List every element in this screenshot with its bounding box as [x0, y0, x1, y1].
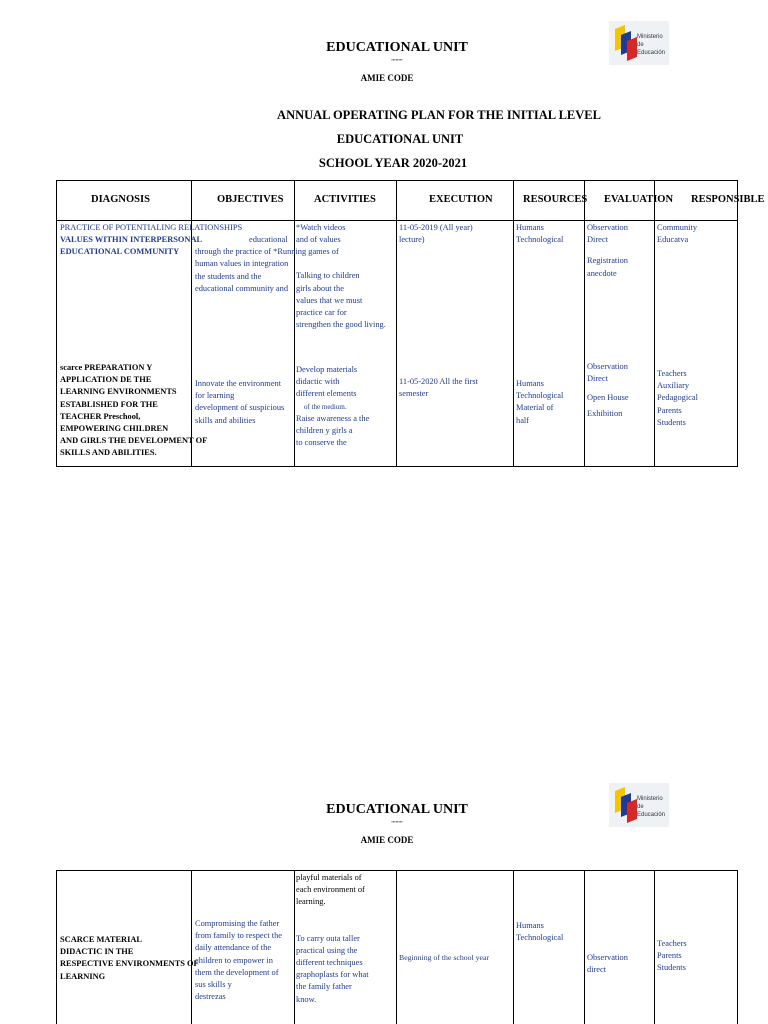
header-evaluation: EVALUATION	[604, 194, 674, 205]
page2-row-diagnosis: SCARCE MATERIAL DIDACTIC IN THE RESPECTIVE ENVIRONMENTS OF LEARNING	[60, 935, 199, 981]
page2-ministry-logo	[609, 783, 669, 827]
row1-diagnosis: PRACTICE OF POTENTIALING RELATIONSHIPS VALUES WITHIN INTERPERSONAL EDUCATIONAL COMMUNITY	[60, 223, 243, 257]
school-year: SCHOOL YEAR 2020-2021	[318, 156, 468, 170]
row1-responsible: Community Educatva	[657, 223, 698, 245]
page2-row-activities: playful materials of each environment of learning. To carry outa taller practical using the different techniques graphoplasts for what the family father know.	[296, 873, 369, 1004]
page2-title-dots: """"	[391, 820, 403, 828]
row1-resources: Humans Technological	[516, 223, 564, 245]
row2-objectives: Innovate the environment for learning development of suspicious skills and abilities	[195, 379, 285, 425]
title-dots: """"	[391, 58, 403, 66]
page2-logo-line-2: de Educación	[637, 804, 666, 818]
page-title: EDUCATIONAL UNIT	[326, 40, 468, 55]
row1-objectives: educational through the practice of *Running games of human values in integration the students and the educational community and	[195, 235, 339, 293]
page2-ministry-logo-icon	[613, 787, 639, 823]
page2-title: EDUCATIONAL UNIT	[326, 802, 468, 817]
row2-activities: Develop materials didactic with different elements of the medium. Raise awareness a the children y girls a to conserve the	[296, 365, 370, 448]
ministry-logo	[609, 21, 669, 65]
header-objectives: OBJECTIVES	[217, 194, 284, 205]
header-execution: EXECUTION	[429, 194, 493, 205]
header-activities: ACTIVITIES	[314, 194, 376, 205]
page2-row-evaluation: Observation direct	[587, 953, 628, 975]
amie-code-label: AMIE CODE	[360, 73, 414, 83]
header-responsible: RESPONSIBLE	[691, 194, 765, 205]
plan-unit: EDUCATIONAL UNIT	[336, 132, 464, 146]
row2-responsible: Teachers Auxiliary Pedagogical Parents Students	[657, 369, 698, 427]
header-diagnosis: DIAGNOSIS	[91, 194, 150, 205]
page2-row-objectives: Compromising the father from family to respect the daily attendance of the children to empower in them the development of sus skills y destrezas	[195, 919, 282, 1002]
row2-diagnosis: scarce PREPARATION Y APPLICATION DE THE LEARNING ENVIRONMENTS ESTABLISHED FOR THE TEACHER Preschool, EMPOWERING CHILDREN AND GIRLS THE DEVELOPMENT OF SKILLS AND ABILITIES.	[60, 363, 208, 458]
row2-resources: Humans Technological Material of half	[516, 379, 564, 425]
page2-row-responsible: Teachers Parents Students	[657, 939, 687, 973]
logo-line-1: Ministerio	[637, 34, 663, 40]
page2-logo-line-1: Ministerio	[637, 796, 663, 802]
row1-activities: *Watch videos and of values Talking to children girls about the values that we must practice car for strengthen the good living.	[296, 223, 386, 330]
page2-row-resources: Humans Technological	[516, 921, 564, 943]
row2-execution: 11-05-2020 All the first semester	[399, 377, 479, 399]
row2-evaluation: Observation Direct Open House Exhibition	[587, 362, 629, 418]
page2-row-execution: Beginning of the school year	[399, 953, 490, 962]
plan-title: ANNUAL OPERATING PLAN FOR THE INITIAL LEVEL	[277, 108, 601, 122]
row1-evaluation: Observation Direct Registration anecdote	[587, 223, 628, 278]
page2-amie-code-label: AMIE CODE	[360, 835, 414, 845]
logo-line-2: de Educación	[637, 42, 666, 56]
ministry-logo-icon	[613, 25, 639, 61]
header-resources: RESOURCES	[523, 194, 588, 205]
row1-execution: 11-05-2019 (All year) lecture)	[399, 223, 473, 245]
